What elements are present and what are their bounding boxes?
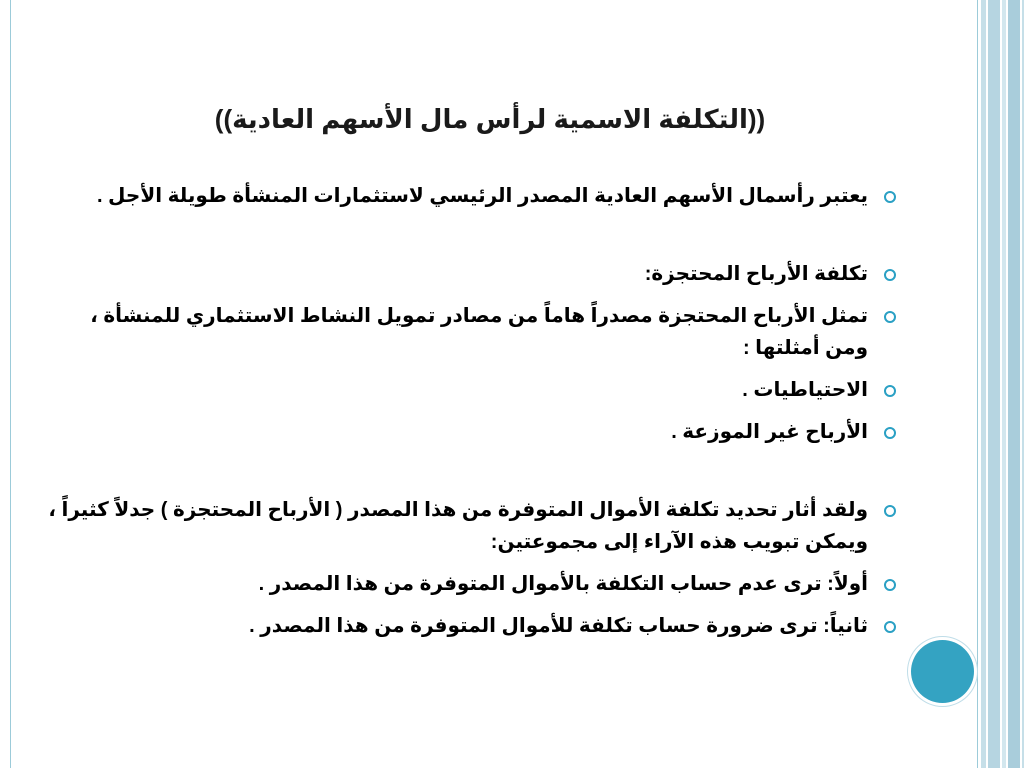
bullet-icon [884,385,896,397]
list-item-text: الاحتياطيات . [742,379,868,401]
list-item-text: يعتبر رأسمال الأسهم العادية المصدر الرئيسي لاستثمارات المنشأة طويلة الأجل . [96,185,868,207]
bullet-icon [884,505,896,517]
bullet-icon [884,191,896,203]
bullet-icon [884,427,896,439]
list-item [48,180,898,212]
bullet-icon [884,579,896,591]
list-item-text: الأرباح غير الموزعة . [671,421,868,443]
decorative-circle-icon [911,640,974,703]
list-item [48,374,898,406]
list-item [48,494,898,558]
side-stripe [1002,0,1006,768]
bullet-icon [884,311,896,323]
list-item [48,258,898,290]
list-item [48,300,898,364]
list-item-text: ولقد أثار تحديد تكلفة الأموال المتوفرة من هذا المصدر ( الأرباح المحتجزة ) جدلاً كثيراً ، ويمكن تبويب هذه الآراء إلى مجموعتين: [48,499,868,553]
list-item-text: ثانياً: ترى ضرورة حساب تكلفة للأموال المتوفرة من هذا المصدر . [249,615,868,637]
list-item [48,568,898,600]
bullet-icon [884,621,896,633]
side-stripe [1008,0,1020,768]
slide-title: ((التكلفة الاسمية لرأس مال الأسهم العادية)) [214,104,766,134]
bullet-list [48,180,898,652]
list-item-text: تكلفة الأرباح المحتجزة: [644,263,868,285]
list-item [48,610,898,642]
side-stripe [981,0,986,768]
list-item-text: أولاً: ترى عدم حساب التكلفة بالأموال المتوفرة من هذا المصدر . [258,573,868,595]
bullet-icon [884,269,896,281]
list-item-text: تمثل الأرباح المحتجزة مصدراً هاماً من مصادر تمويل النشاط الاستثماري للمنشأة ، ومن أمثلتها : [90,305,868,359]
side-stripe [988,0,1000,768]
list-item [48,416,898,448]
